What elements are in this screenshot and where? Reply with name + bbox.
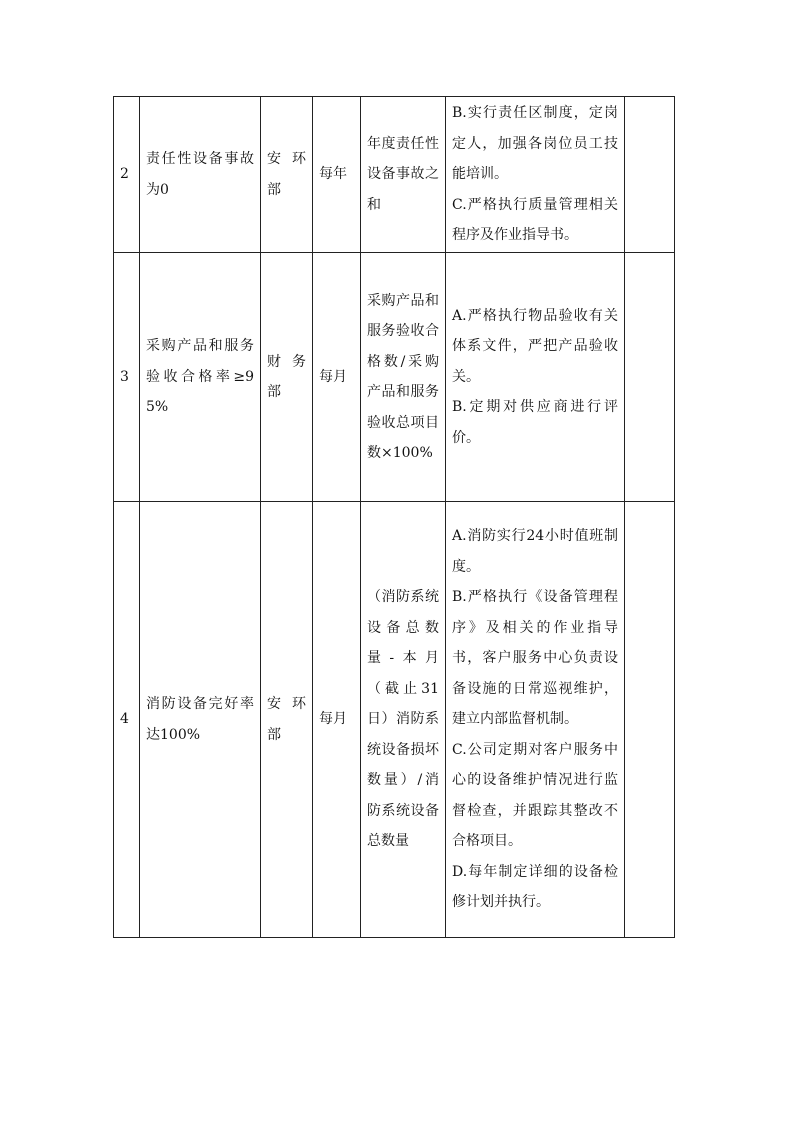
remark-cell [625,502,675,938]
table-row [114,253,675,502]
department-cell: 安环部 [261,502,313,938]
table-row [114,502,675,938]
row-number: 4 [114,502,140,938]
measures-cell [446,97,625,253]
measure-item: B.定期对供应商进行评价。 [452,399,618,446]
frequency-cell: 每月 [313,253,361,502]
objective-cell: 采购产品和服务验收合格率≥95% [140,253,261,502]
measure-item: A.消防实行24小时值班制度。 [452,528,618,575]
objective-cell: 消防设备完好率达100% [140,502,261,938]
formula-cell: 年度责任性设备事故之和 [361,97,446,253]
formula-cell: （消防系统设备总数量-本月（截止31日）消防系统设备损坏数量）/消防系统设备总数量 [361,502,446,938]
measures-cell [446,253,625,502]
measures-cell [446,502,625,938]
measure-item: D.每年制定详细的设备检修计划并执行。 [452,863,618,911]
objectives-table [113,96,675,938]
row-number: 3 [114,253,140,502]
row-number: 2 [114,97,140,253]
department-cell: 财务部 [261,253,313,502]
measure-item: B.实行责任区制度，定岗定人，加强各岗位员工技能培训。 [452,105,618,183]
remark-cell [625,253,675,502]
frequency-cell: 每月 [313,502,361,938]
measure-item: A.严格执行物品验收有关体系文件，严把产品验收关。 [452,307,618,385]
measure-item: C.公司定期对客户服务中心的设备维护情况进行监督检查，并跟踪其整改不合格项目。 [452,741,618,850]
measure-item: B.严格执行《设备管理程序》及相关的作业指导书，客户服务中心负责设备设施的日常巡视维护，建立内部监督机制。 [452,589,618,728]
objective-cell: 责任性设备事故为0 [140,97,261,253]
formula-cell: 采购产品和服务验收合格数/采购产品和服务验收总项目数×100% [361,253,446,502]
department-cell: 安环部 [261,97,313,253]
remark-cell [625,97,675,253]
frequency-cell: 每年 [313,97,361,253]
measure-item: C.严格执行质量管理相关程序及作业指导书。 [452,196,618,244]
table-row [114,97,675,253]
